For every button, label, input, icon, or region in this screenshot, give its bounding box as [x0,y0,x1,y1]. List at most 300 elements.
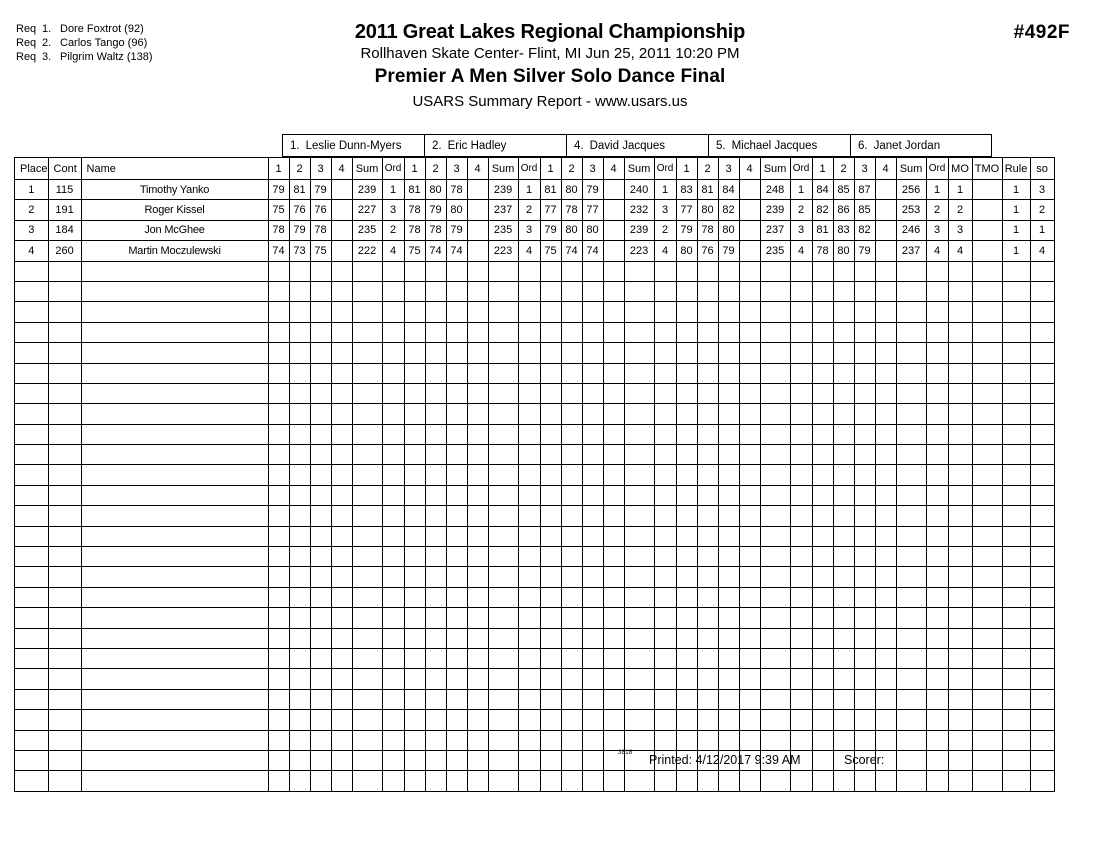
empty-cell [654,587,676,607]
empty-cell [624,383,654,403]
empty-cell [310,363,331,383]
empty-cell [352,689,382,709]
empty-cell [760,547,790,567]
empty-cell [603,648,624,668]
empty-cell [718,343,739,363]
column-header-judge-2-2: 2 [425,158,446,180]
empty-cell [289,506,310,526]
empty-cell [654,547,676,567]
empty-cell [48,261,81,281]
empty-cell [948,383,972,403]
empty-cell [48,404,81,424]
empty-cell [331,363,352,383]
empty-cell [624,547,654,567]
empty-cell [310,404,331,424]
empty-cell [854,608,875,628]
cell-score-j4-d3: 84 [718,180,739,200]
empty-cell [331,547,352,567]
judge-name: Leslie Dunn-Myers [305,139,402,152]
empty-cell [81,506,268,526]
empty-cell [352,628,382,648]
empty-table-row [15,404,1055,424]
cell-score-j1-d4 [331,241,352,261]
empty-cell [15,383,49,403]
empty-cell [81,547,268,567]
cell-score-j5-d4 [875,241,896,261]
table-row [15,220,1055,240]
empty-cell [310,302,331,322]
empty-cell [697,445,718,465]
empty-cell [331,343,352,363]
cell-place: 1 [15,180,49,200]
empty-cell [739,526,760,546]
empty-cell [404,465,425,485]
empty-cell [972,281,1002,301]
empty-cell [875,445,896,465]
empty-cell [352,383,382,403]
empty-cell [446,669,467,689]
empty-cell [289,261,310,281]
empty-cell [48,281,81,301]
judge-number: 1. [290,139,300,152]
empty-cell [467,608,488,628]
empty-cell [1002,322,1030,342]
judge-number: 4. [574,139,584,152]
empty-cell [488,547,518,567]
empty-cell [926,485,948,505]
empty-cell [1030,689,1054,709]
empty-cell [488,424,518,444]
cell-score-j1-d2: 73 [289,241,310,261]
empty-cell [624,689,654,709]
table-body [15,180,1055,792]
empty-cell [812,730,833,750]
cell-score-j1-d1: 74 [268,241,289,261]
empty-cell [972,506,1002,526]
empty-cell [760,465,790,485]
empty-cell [676,302,697,322]
empty-cell [739,404,760,424]
empty-cell [760,261,790,281]
empty-cell [446,648,467,668]
empty-cell [561,465,582,485]
empty-cell [310,383,331,403]
empty-cell [896,608,926,628]
empty-cell [760,710,790,730]
cell-ord-j4: 3 [790,220,812,240]
cell-score-j4-d1: 80 [676,241,697,261]
form-code: 3818 [618,750,633,756]
empty-cell [404,485,425,505]
empty-cell [833,608,854,628]
empty-cell [518,669,540,689]
empty-cell [854,343,875,363]
empty-cell [718,669,739,689]
empty-cell [310,648,331,668]
empty-cell [382,506,404,526]
column-header-judge-3-Ord: Ord [654,158,676,180]
empty-cell [760,730,790,750]
empty-cell [382,587,404,607]
empty-cell [582,730,603,750]
empty-cell [926,710,948,730]
empty-cell [875,363,896,383]
empty-cell [790,506,812,526]
empty-cell [467,261,488,281]
empty-cell [854,689,875,709]
empty-cell [15,363,49,383]
empty-cell [289,567,310,587]
empty-cell [425,689,446,709]
empty-cell [739,587,760,607]
cell-score-j4-d4 [739,220,760,240]
cell-score-j4-d2: 76 [697,241,718,261]
cell-score-j1-d1: 79 [268,180,289,200]
empty-cell [697,302,718,322]
empty-cell [561,547,582,567]
cell-score-j5-d3: 79 [854,241,875,261]
empty-cell [467,383,488,403]
empty-cell [926,730,948,750]
cell-score-j3-d1: 75 [540,241,561,261]
empty-cell [718,587,739,607]
column-header-judge-2-1: 1 [404,158,425,180]
empty-cell [833,669,854,689]
empty-cell [404,506,425,526]
empty-cell [425,628,446,648]
cell-sum-j2: 223 [488,241,518,261]
empty-cell [425,261,446,281]
empty-cell [404,648,425,668]
empty-cell [1030,567,1054,587]
empty-cell [972,628,1002,648]
empty-cell [561,608,582,628]
empty-cell [352,424,382,444]
empty-cell [972,669,1002,689]
empty-cell [582,628,603,648]
cell-score-j2-d1: 78 [404,200,425,220]
empty-cell [718,730,739,750]
empty-cell [48,547,81,567]
cell-score-j1-d1: 75 [268,200,289,220]
table-row [15,241,1055,261]
empty-cell [790,710,812,730]
empty-cell [518,526,540,546]
column-header-judge-5-Ord: Ord [926,158,948,180]
empty-cell [760,608,790,628]
empty-cell [352,587,382,607]
empty-cell [812,322,833,342]
cell-score-j4-d1: 79 [676,220,697,240]
empty-cell [697,404,718,424]
empty-cell [790,465,812,485]
empty-cell [972,404,1002,424]
cell-sum-j1: 235 [352,220,382,240]
empty-cell [310,261,331,281]
cell-skater-name: Timothy Yanko [81,180,268,200]
empty-cell [790,404,812,424]
empty-cell [268,404,289,424]
empty-cell [603,547,624,567]
empty-cell [15,669,49,689]
requirement-number: 2. [42,37,52,50]
empty-cell [1002,669,1030,689]
empty-cell [81,465,268,485]
empty-cell [352,506,382,526]
empty-cell [289,648,310,668]
empty-cell [540,445,561,465]
empty-cell [488,383,518,403]
cell-ord-j5: 2 [926,200,948,220]
table-header [15,158,1055,180]
empty-cell [1002,281,1030,301]
cell-score-j4-d4 [739,180,760,200]
empty-cell [310,506,331,526]
empty-cell [310,281,331,301]
empty-cell [812,302,833,322]
cell-score-j1-d4 [331,200,352,220]
empty-cell [446,424,467,444]
empty-cell [425,485,446,505]
empty-cell [676,343,697,363]
empty-cell [624,424,654,444]
empty-cell [404,445,425,465]
empty-cell [676,547,697,567]
empty-cell [854,669,875,689]
empty-cell [331,322,352,342]
empty-cell [467,485,488,505]
empty-cell [352,261,382,281]
column-header-judge-3-2: 2 [561,158,582,180]
cell-score-j2-d3: 79 [446,220,467,240]
empty-cell [488,302,518,322]
empty-cell [446,710,467,730]
empty-cell [926,669,948,689]
cell-tmo [972,241,1002,261]
cell-score-j3-d2: 74 [561,241,582,261]
empty-cell [875,628,896,648]
empty-cell [382,465,404,485]
cell-score-j1-d3: 75 [310,241,331,261]
empty-cell [833,547,854,567]
empty-cell [1002,526,1030,546]
empty-cell [926,648,948,668]
empty-cell [425,424,446,444]
empty-cell [603,343,624,363]
empty-cell [488,526,518,546]
empty-cell [926,465,948,485]
empty-cell [739,506,760,526]
empty-cell [48,587,81,607]
empty-cell [561,485,582,505]
column-header-judge-5-3: 3 [854,158,875,180]
empty-cell [926,281,948,301]
empty-cell [676,730,697,750]
cell-skater-name: Roger Kissel [81,200,268,220]
empty-cell [15,526,49,546]
empty-cell [1030,669,1054,689]
empty-cell [926,343,948,363]
empty-cell [1002,547,1030,567]
empty-cell [582,710,603,730]
empty-cell [790,689,812,709]
empty-cell [948,587,972,607]
empty-cell [760,506,790,526]
cell-so: 3 [1030,180,1054,200]
empty-cell [812,710,833,730]
empty-cell [48,526,81,546]
empty-cell [310,587,331,607]
empty-cell [289,710,310,730]
empty-cell [875,567,896,587]
empty-cell [382,383,404,403]
empty-cell [81,363,268,383]
empty-cell [81,526,268,546]
empty-cell [467,587,488,607]
empty-cell [676,445,697,465]
cell-score-j5-d2: 80 [833,241,854,261]
cell-ord-j3: 4 [654,241,676,261]
cell-ord-j3: 2 [654,220,676,240]
empty-cell [1002,485,1030,505]
empty-cell [382,261,404,281]
empty-cell [382,648,404,668]
empty-cell [561,322,582,342]
empty-cell [739,465,760,485]
empty-cell [926,261,948,281]
empty-table-row [15,710,1055,730]
empty-table-row [15,343,1055,363]
empty-cell [1030,628,1054,648]
judge-name: David Jacques [589,139,666,152]
empty-cell [654,526,676,546]
empty-cell [352,710,382,730]
empty-cell [540,281,561,301]
empty-cell [875,343,896,363]
empty-cell [676,363,697,383]
requirement-tag: Req [16,51,37,64]
empty-cell [833,485,854,505]
empty-cell [1030,404,1054,424]
empty-cell [582,343,603,363]
empty-cell [812,628,833,648]
empty-cell [268,730,289,750]
empty-cell [425,363,446,383]
cell-score-j2-d3: 74 [446,241,467,261]
empty-cell [896,689,926,709]
empty-cell [1030,363,1054,383]
empty-cell [790,608,812,628]
empty-cell [488,261,518,281]
empty-cell [518,281,540,301]
empty-cell [833,506,854,526]
empty-cell [15,710,49,730]
empty-cell [15,648,49,668]
empty-cell [561,669,582,689]
empty-cell [310,547,331,567]
empty-cell [268,526,289,546]
empty-cell [718,526,739,546]
empty-cell [896,302,926,322]
empty-cell [382,445,404,465]
cell-ord-j4: 2 [790,200,812,220]
empty-cell [15,424,49,444]
empty-cell [1030,445,1054,465]
cell-ord-j2: 1 [518,180,540,200]
cell-tmo [972,180,1002,200]
empty-cell [718,363,739,383]
empty-cell [739,547,760,567]
cell-score-j4-d3: 79 [718,241,739,261]
empty-cell [854,710,875,730]
empty-cell [540,669,561,689]
cell-score-j3-d3: 79 [582,180,603,200]
empty-cell [425,567,446,587]
column-header-tmo: TMO [972,158,1002,180]
empty-cell [654,261,676,281]
empty-cell [582,424,603,444]
empty-cell [812,404,833,424]
empty-cell [289,547,310,567]
empty-cell [467,404,488,424]
empty-cell [972,322,1002,342]
empty-cell [739,689,760,709]
empty-table-row [15,526,1055,546]
empty-cell [739,730,760,750]
empty-cell [603,424,624,444]
empty-cell [896,363,926,383]
empty-cell [739,343,760,363]
empty-cell [561,281,582,301]
empty-cell [896,261,926,281]
empty-cell [603,445,624,465]
empty-cell [488,628,518,648]
empty-cell [697,281,718,301]
table-row [15,200,1055,220]
empty-cell [972,363,1002,383]
empty-cell [654,567,676,587]
empty-cell [790,445,812,465]
empty-cell [561,567,582,587]
empty-cell [812,383,833,403]
empty-cell [790,485,812,505]
empty-cell [948,526,972,546]
empty-cell [488,648,518,668]
empty-cell [310,567,331,587]
requirement-number: 1. [42,23,52,35]
empty-cell [81,730,268,750]
empty-cell [48,322,81,342]
empty-cell [948,445,972,465]
empty-table-row [15,730,1055,750]
empty-cell [790,322,812,342]
empty-cell [382,567,404,587]
empty-cell [739,322,760,342]
empty-cell [654,730,676,750]
empty-cell [382,322,404,342]
empty-cell [48,669,81,689]
cell-cont: 260 [48,241,81,261]
cell-ord-j2: 4 [518,241,540,261]
empty-cell [331,526,352,546]
empty-cell [268,383,289,403]
empty-cell [81,710,268,730]
cell-sum-j4: 248 [760,180,790,200]
empty-cell [467,628,488,648]
cell-score-j2-d4 [467,241,488,261]
empty-cell [561,628,582,648]
empty-cell [948,322,972,342]
